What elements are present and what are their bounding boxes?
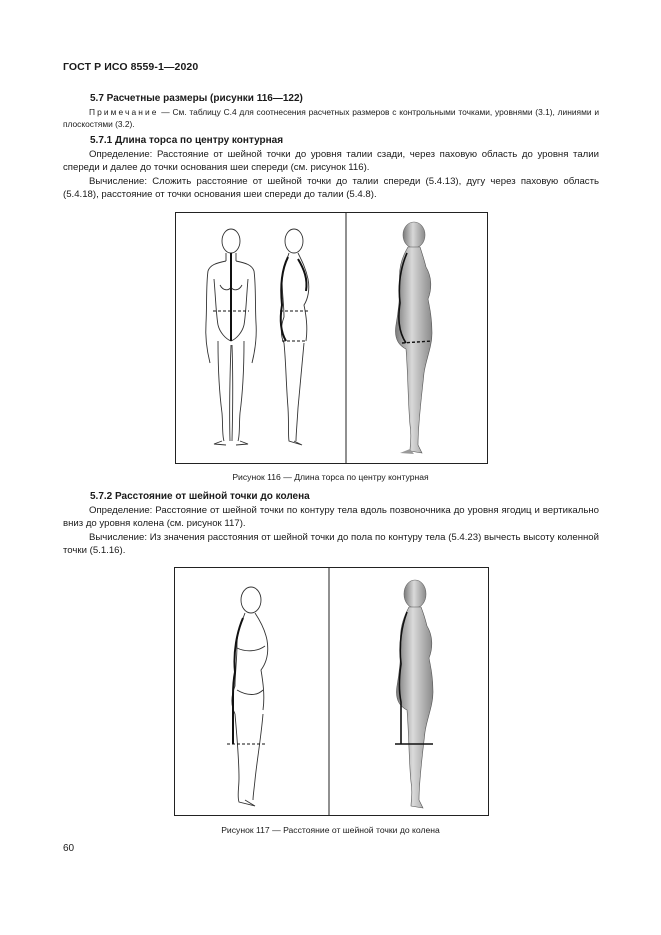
- subsection-1-calculation: Вычисление: Сложить расстояние от шейной точки до талии спереди (5.4.13), дугу через паховую область (5.4.18), расстояние от точки основания шеи спереди до талии (5.4.8).: [63, 176, 599, 201]
- figure-116: [175, 212, 488, 464]
- document-header: ГОСТ Р ИСО 8559-1—2020: [63, 61, 199, 73]
- section-heading: 5.7 Расчетные размеры (рисунки 116—122): [90, 93, 303, 104]
- section-note: [63, 106, 599, 130]
- subsection-2-definition: Определение: Расстояние от шейной точки по контуру тела вдоль позвоночника до уровня ягодиц и вертикально вниз до уровня колена (см. рисунок 117).: [63, 505, 599, 530]
- subsection-1-heading: 5.7.1 Длина торса по центру контурная: [90, 135, 284, 146]
- side-measure-line: [280, 257, 308, 341]
- subsection-1-definition: Определение: Расстояние от шейной точки до уровня талии сзади, через паховую область до уровня талии спереди и далее до точки основания шеи спереди (см. рисунок 116).: [63, 149, 599, 174]
- 3d-body-scan-figure: [396, 580, 433, 808]
- 3d-body-scan-figure: [395, 222, 432, 454]
- note-text: — См. таблицу С.4 для соотнесения расчетных размеров с контрольными точками, уровнями (3.1), линиями и плоскостями (3.2).: [63, 107, 599, 129]
- note-label: Примечание: [89, 107, 159, 117]
- page-number: 60: [63, 843, 75, 854]
- figure-117: [174, 567, 489, 816]
- subsection-2-heading: 5.7.2 Расстояние от шейной точки до колена: [90, 491, 310, 502]
- side-view-figure: [232, 587, 268, 806]
- subsection-2-calculation: Вычисление: Из значения расстояния от шейной точки до пола по контуру тела (5.4.23) вычесть высоту коленной точки (5.1.16).: [63, 532, 599, 557]
- neck-to-knee-measure-line: [227, 618, 267, 744]
- figure-116-caption: Рисунок 116 — Длина торса по центру контурная: [232, 472, 429, 482]
- figure-117-caption: Рисунок 117 — Расстояние от шейной точки до колена: [221, 825, 440, 835]
